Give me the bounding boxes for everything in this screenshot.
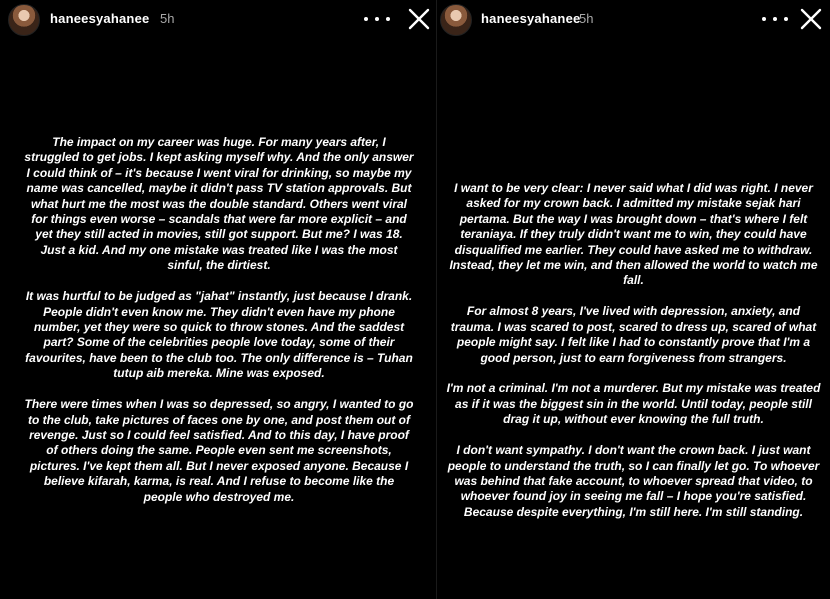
post-time: 5h — [579, 11, 594, 26]
more-horizontal-icon[interactable] — [762, 9, 788, 29]
story-text — [24, 135, 414, 520]
more-horizontal-icon[interactable] — [364, 9, 390, 29]
story-text — [445, 181, 822, 536]
story-paragraph: There were times when I was so depressed, so angry, I wanted to go to the club, take pictures of faces one by one, and post them out of revenge. Just so I could feel satisfied. And to this day, I have proof of others doing the same. People even sent me screenshots, pictures. I've kept them all. But I never exposed anyone. Because I believe kifarah, karma, is real. And I refuse to become like the people who destroyed me. — [24, 397, 414, 504]
story-paragraph: I'm not a criminal. I'm not a murderer. But my mistake was treated as if it was the biggest sin in the world. Until today, people still drag it up, without ever knowing the full truth. — [446, 381, 821, 427]
story-paragraph: For almost 8 years, I've lived with depression, anxiety, and trauma. I was scared to post, scared to dress up, scared of what people might say. I felt like I had to constantly prove that I'm a good person, just to earn forgiveness from strangers. — [450, 304, 817, 365]
story-header — [0, 0, 436, 40]
close-icon[interactable] — [798, 6, 824, 32]
avatar[interactable] — [440, 4, 472, 36]
close-icon[interactable] — [406, 6, 432, 32]
story-header — [437, 0, 830, 40]
story-paragraph: It was hurtful to be judged as "jahat" instantly, just because I drank. People didn't even know me. They didn't even have my phone number, yet they were so quick to throw stones. And the saddest part? Some of the celebrities people love today, some of their favourites, have been to the club too. The only difference is – Tuhan tutup aib mereka. Mine was exposed. — [25, 289, 413, 381]
post-time: 5h — [160, 11, 175, 26]
username[interactable]: haneesyahanee — [50, 11, 150, 26]
story-paragraph: I want to be very clear: I never said what I did was right. I never asked for my crown back. I admitted my mistake sejak hari pertama. But the way I was brought down – that's where I felt teraniaya. If they truly didn't want me to win, they could have disqualified me earlier. They could have asked me to withdraw. Instead, they let me win, and then allowed the world to watch me fall. — [449, 181, 818, 288]
story-paragraph: I don't want sympathy. I don't want the crown back. I just want people to understand the truth, so I can finally let go. To whoever was behind that fake account, to whoever spread that video, to whoever found joy in seeing me fall – I hope you're satisfied. Because despite everything, I'm still here. I'm still standing. — [447, 443, 820, 519]
avatar[interactable] — [8, 4, 40, 36]
username[interactable]: haneesyahanee — [481, 11, 581, 26]
story-paragraph: The impact on my career was huge. For many years after, I struggled to get jobs. I kept asking myself why. And the only answer I could think of – it's because I went viral for drinking, so maybe my name was cancelled, maybe it didn't pass TV station approvals. But what hurt me the most was the double standard. Others went viral for things even worse – scandals that were far more explicit – and yet they still acted in movies, still got support. But me? I was 18. Just a kid. And my one mistake was treated like I was the most sinful, the dirtiest. — [24, 135, 414, 273]
story-panel-right — [437, 0, 830, 599]
